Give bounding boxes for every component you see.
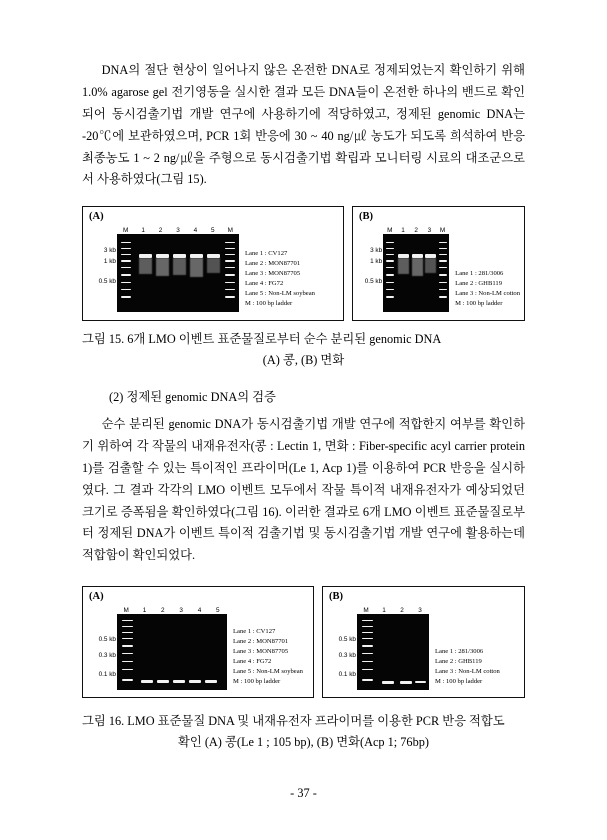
figure-15-caption-line1: 그림 15. 6개 LMO 이벤트 표준물질로부터 순수 분리된 genomic DNA <box>82 332 442 346</box>
panel-a-legend: Lane 1 : CV127 Lane 2 : MON87701 Lane 3 : MON87705 Lane 4 : FG72 Lane 5 : Non-LM soybean M : 100 bp ladder <box>245 250 315 308</box>
panel-a-ladder-labels: 0.5 kb 0.3 kb 0.1 kb <box>98 635 116 678</box>
figure-16-panel-a <box>82 586 314 698</box>
gel-image-15a <box>117 234 239 312</box>
figure-16-panels <box>82 586 525 698</box>
panel-b-ladder-labels: 3 kb 1 kb 0.5 kb <box>364 246 383 285</box>
gel-image-16b <box>357 614 429 690</box>
panel-b-label: (B) <box>329 591 343 602</box>
panel-a-lane-headers: M 1 2 3 4 5 <box>123 606 220 614</box>
panel-a-label: (A) <box>89 591 104 602</box>
figure-16-panel-b <box>322 586 525 698</box>
figure-15-panels <box>82 206 525 321</box>
panel-a-lane-headers: M 1 2 3 4 5 M <box>123 226 233 234</box>
panel-b-legend: Lane 1 : 281/3006 Lane 2 : GHB119 Lane 3 : Non-LM cotton M : 100 bp ladder <box>435 648 500 686</box>
panel-b-legend: Lane 1 : 281/3006 Lane 2 : GHB119 Lane 3 : Non-LM cotton M : 100 bp ladder <box>455 270 520 308</box>
panel-a-legend: Lane 1 : CV127 Lane 2 : MON87701 Lane 3 : MON87705 Lane 4 : FG72 Lane 5 : Non-LM soybean M : 100 bp ladder <box>233 628 303 686</box>
page-number: - 37 - <box>290 786 317 800</box>
gel-image-15b <box>383 234 449 312</box>
panel-a-label: (A) <box>89 211 104 222</box>
figure-15-panel-b <box>352 206 525 321</box>
panel-b-lane-headers: M 1 2 3 <box>363 606 422 614</box>
figure-15-caption-line2: (A) 콩, (B) 면화 <box>262 353 345 367</box>
panel-b-ladder-labels: 0.5 kb 0.3 kb 0.1 kb <box>338 635 356 678</box>
paragraph-intact-dna: DNA의 절단 현상이 일어나지 않은 온전한 DNA로 정제되었는지 확인하기 위해 1.0% agarose gel 전기영동을 실시한 결과 모든 DNA들이 온전한 하나의 밴드로 확인되어 동시검출기법 개발 연구에 사용하기에 적당하였고, 정제된 genomic DNA는 -20℃에 보관하였으며, PCR 1회 반응에 30 ~ 40 ng/㎕ 농도가 되도록 희석하여 반응 최종농도 1 ~ 2 ng/㎕을 주형으로 동시검출기법 확립과 모니터링 시료의 대조군으로서 사용하였다(그림 15). <box>82 63 525 187</box>
panel-b-lane-headers: M 1 2 3 M <box>387 226 446 234</box>
gel-image-16a <box>117 614 227 690</box>
panel-b-label: (B) <box>359 211 373 222</box>
subsection-heading: (2) 정제된 genomic DNA의 검증 <box>109 390 276 404</box>
figure-16-caption-line1: 그림 16. LMO 표준물질 DNA 및 내재유전자 프라이머를 이용한 PCR 반응 적합도 <box>82 714 505 728</box>
figure-15-panel-a <box>82 206 344 321</box>
panel-a-ladder-labels: 3 kb 1 kb 0.5 kb <box>98 246 116 285</box>
figure-16-caption-line2: 확인 (A) 콩(Le 1 ; 105 bp), (B) 면화(Acp 1; 76bp) <box>178 735 429 749</box>
paragraph-dna-verification: 순수 분리된 genomic DNA가 동시검출기법 개발 연구에 적합한지 여부를 확인하기 위하여 각 작물의 내재유전자(콩 : Lectin 1, 면화 : Fiber-specific acyl carrier protein 1)를 검출할 수 있는 특이적인 프라이머(Le 1, Acp 1)를 이용하여 PCR 반응을 실시하였다. 그 결과 각각의 LMO 이벤트 모두에서 작물 특이적 내재유전자가 예상되었던 크기로 증폭됨을 확인하였다(그림 16). 이러한 결과로 6개 LMO 이벤트 표준물질로부터 정제된 DNA가 이벤트 특이적 검출기법 및 동시검출기법 개발 연구에 활용하는데 적합함이 확인되었다. <box>82 417 525 563</box>
